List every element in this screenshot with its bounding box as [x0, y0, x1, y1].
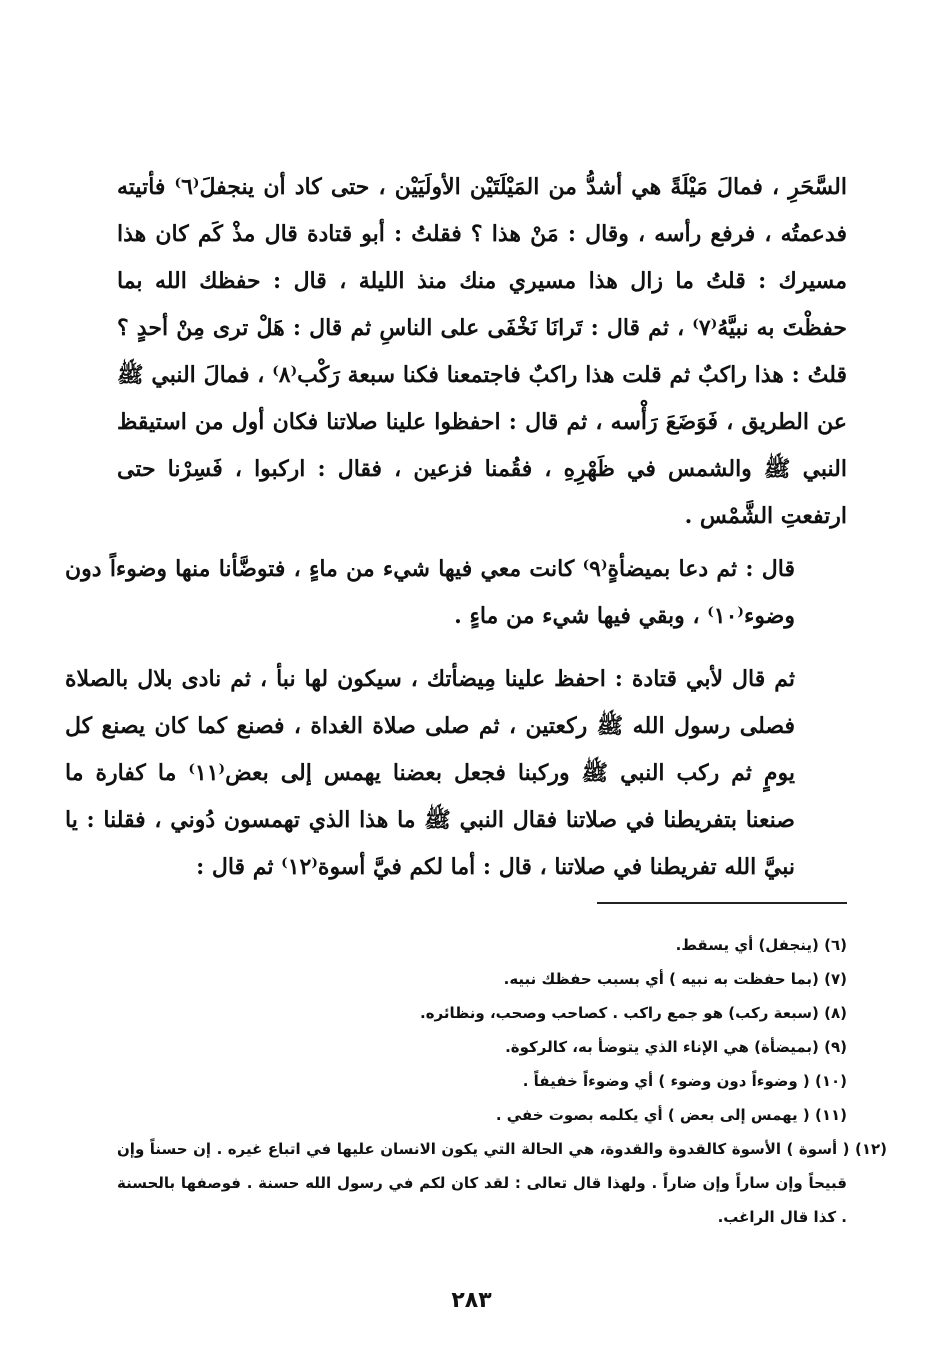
footnote-11: (١١) ( يهمس إلى بعض ) أي يكلمه بصوت خفي . — [495, 1106, 847, 1124]
body-paragraph-2: قال : ثم دعا بميضأةٍ⁽٩⁾ كانت معي فيها شيء من ماءٍ ، فتوضَّأنا منها وضوءاً دون وضوء⁽١٠⁾ ، وبقي فيها شيء من ماءٍ . — [65, 556, 795, 629]
footnote-12: (١٢) ( أسوة ) الأسوة كالقدوة والقدوة، هي الحالة التي يكون الانسان عليها في اتباع غيره . إن حسناً وإن قبيحاً وإن ساراً وإن ضاراً . ولهذا قال تعالى : لقد كان لكم في رسول الله حسنة . فوصفها بالحسنة . كذا قال الراغب. — [117, 1140, 887, 1226]
footnote-10: (١٠) ( وضوءاً دون وضوء ) أي وضوءاً خفيفاً . — [522, 1072, 847, 1090]
footnote-6: (٦) (ينجفل) أي يسقط. — [675, 936, 847, 954]
footnotes-list — [117, 928, 887, 1234]
footnote-8: (٨) (سبعة ركب) هو جمع راكب . كصاحب وصحب، ونظائره. — [420, 1004, 847, 1022]
footnote-separator — [597, 902, 847, 904]
page-number: ٢٨٣ — [451, 1288, 492, 1313]
body-paragraph-3: ثم قال لأبي قتادة : احفظ علينا مِيضأتك ، سيكون لها نبأ ، ثم نادى بلال بالصلاة فصلى رسول الله ﷺ ركعتين ، ثم صلى صلاة الغداة ، فصنع كما كان يصنع كل يومٍ ثم ركب النبي ﷺ وركبنا فجعل بعضنا يهمس إلى بعض⁽١١⁾ ما كفارة ما صنعنا بتفريطنا في صلاتنا فقال النبي ﷺ ما هذا الذي تهمسون دُوني ، فقلنا : يا نبيَّ الله تفريطنا في صلاتنا ، قال : أما لكم فيَّ أسوة⁽١٢⁾ ثم قال : — [65, 666, 795, 880]
body-paragraph-1: السَّحَرِ ، فمالَ مَيْلَةً هي أشدُّ من المَيْلَتَيْن الأولَيَيْن ، حتى كاد أن ينجفلَ⁽٦⁾ فأتيته فدعمتُه ، فرفع رأسه ، وقال : مَنْ هذا ؟ فقلتُ : أبو قتادة قال مذْ كَم كان هذا مسيرك : قلتُ ما زال هذا مسيري منك منذ الليلة ، قال : حفظك الله بما حفظْتَ به نبيَّهُ⁽٧⁾ ، ثم قال : تَرانَا نَخْفَى على الناسِ ثم قال : هَلْ ترى مِنْ أحدٍ ؟ قلتُ : هذا راكبٌ ثم قلت هذا راكبٌ فاجتمعنا فكنا سبعة رَكْب⁽٨⁾ ، فمالَ النبي ﷺ عن الطريق ، فَوَضَعَ رَأْسه ، ثم قال : احفظوا علينا صلاتنا فكان أول من استيقظ النبي ﷺ والشمس في ظَهْرِهِ ، فقُمنا فزعين ، فقال : اركبوا ، فَسِرْنا حتى ارتفعتِ الشَّمْس . — [117, 174, 847, 529]
footnote-9: (٩) (بميضأة) هي الإناء الذي يتوضأ به، كالركوة. — [505, 1038, 847, 1056]
footnote-7: (٧) (بما حفظت به نبيه ) أي بسبب حفظك نبيه. — [503, 970, 847, 988]
